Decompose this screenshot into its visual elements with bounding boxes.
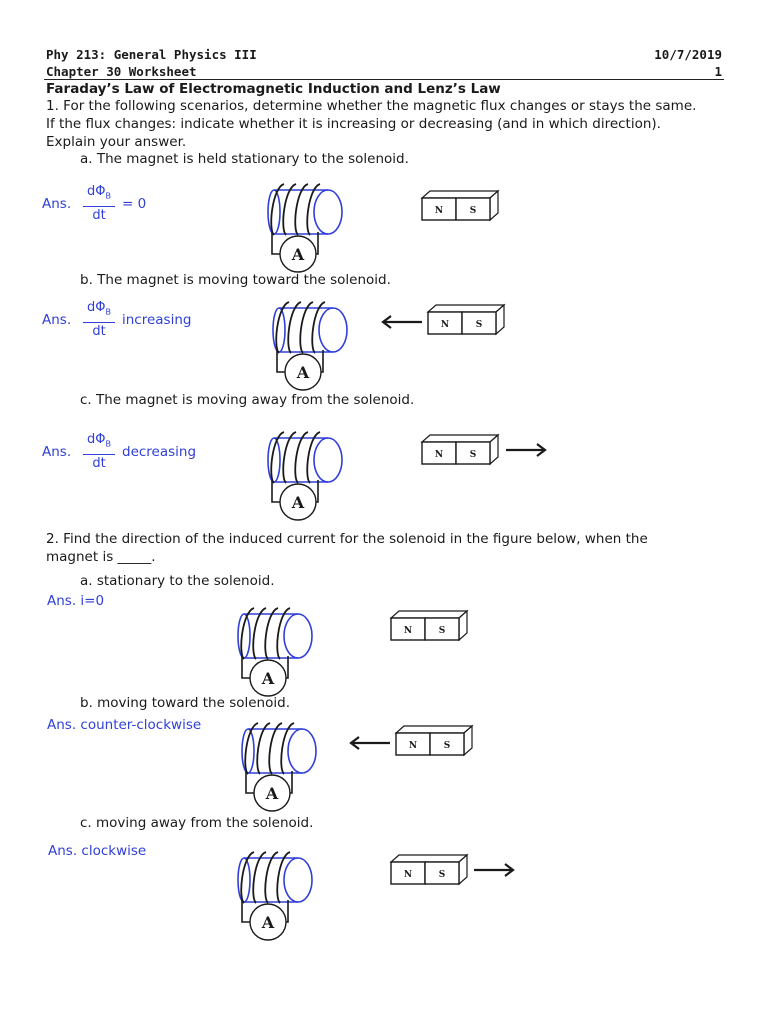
page-number: 1 bbox=[714, 64, 722, 79]
q1-ans-a-value: = 0 bbox=[122, 196, 147, 212]
coil-left-end bbox=[238, 858, 250, 902]
coil-winding bbox=[257, 723, 270, 774]
ammeter-label: A bbox=[291, 245, 305, 264]
date: 10/7/2019 bbox=[654, 47, 722, 62]
left-arrow-icon bbox=[380, 314, 424, 330]
magnet-n-label: N bbox=[434, 450, 444, 460]
q2-line2: magnet is _____. bbox=[46, 549, 156, 565]
q1-ans-a-label: Ans. bbox=[42, 196, 72, 212]
coil-outline bbox=[248, 729, 302, 773]
magnet-figure-2c bbox=[387, 854, 477, 890]
coil-left-end bbox=[238, 614, 250, 658]
coil-winding bbox=[253, 852, 266, 903]
coil-right-end bbox=[288, 729, 316, 773]
q2-part-b: b. moving toward the solenoid. bbox=[80, 695, 290, 711]
q1-part-b: b. The magnet is moving toward the solenoid. bbox=[80, 272, 391, 288]
magnet-n-label: N bbox=[440, 320, 450, 330]
q1-line2: If the flux changes: indicate whether it is increasing or decreasing (and in which direction). bbox=[46, 116, 661, 132]
q1-part-c: c. The magnet is moving away from the solenoid. bbox=[80, 392, 415, 408]
flux-derivative-c: $d\Phi_B$ dt bbox=[83, 432, 115, 472]
coil-winding bbox=[253, 608, 266, 659]
coil-winding bbox=[265, 608, 278, 659]
q2-part-a: a. stationary to the solenoid. bbox=[80, 573, 275, 589]
magnet-s-label: S bbox=[443, 741, 451, 751]
q1-part-a: a. The magnet is held stationary to the solenoid. bbox=[80, 151, 409, 167]
q1-ans-c-label: Ans. bbox=[42, 444, 72, 460]
magnet-n-label: N bbox=[434, 206, 444, 216]
magnet-s-label: S bbox=[475, 320, 483, 330]
solenoid-figure-2b bbox=[224, 719, 344, 815]
q1-ans-b-value: increasing bbox=[122, 312, 192, 328]
magnet-n-label: N bbox=[403, 870, 413, 880]
coil-right-end bbox=[284, 858, 312, 902]
magnet-figure-1a bbox=[418, 190, 508, 226]
ammeter-label: A bbox=[261, 913, 275, 932]
coil-right-end bbox=[319, 308, 347, 352]
solenoid-figure-1a bbox=[250, 180, 370, 276]
coil-left-end bbox=[268, 438, 280, 482]
coil-right-end bbox=[314, 438, 342, 482]
q2-ans-b: Ans. counter-clockwise bbox=[47, 717, 202, 733]
solenoid-figure-1c bbox=[250, 428, 370, 524]
coil-winding bbox=[295, 432, 308, 483]
right-arrow-icon bbox=[472, 862, 516, 878]
magnet-figure-1b bbox=[424, 304, 514, 340]
worksheet-title: Chapter 30 Worksheet bbox=[46, 64, 197, 79]
q1-ans-c-value: decreasing bbox=[122, 444, 197, 460]
coil-outline bbox=[274, 190, 328, 234]
coil-winding bbox=[288, 302, 301, 353]
q2-part-c: c. moving away from the solenoid. bbox=[80, 815, 314, 831]
q2-ans-c: Ans. clockwise bbox=[48, 843, 147, 859]
coil-right-end bbox=[284, 614, 312, 658]
magnet-top-face bbox=[422, 191, 498, 198]
magnet-figure-1c bbox=[418, 434, 508, 470]
flux-derivative-a: $d\Phi_B$ dt bbox=[83, 184, 115, 224]
header-rule bbox=[44, 79, 724, 80]
magnet-s-label: S bbox=[438, 870, 446, 880]
magnet-top-face bbox=[396, 726, 472, 733]
q1-ans-b-label: Ans. bbox=[42, 312, 72, 328]
ammeter-label: A bbox=[261, 669, 275, 688]
solenoid-figure-2a bbox=[220, 604, 340, 700]
magnet-s-label: S bbox=[469, 450, 477, 460]
coil-winding bbox=[269, 723, 282, 774]
coil-left-end bbox=[268, 190, 280, 234]
magnet-top-face bbox=[422, 435, 498, 442]
coil-left-end bbox=[242, 729, 254, 773]
coil-winding bbox=[265, 852, 278, 903]
coil-left-end bbox=[273, 308, 285, 352]
magnet-s-label: S bbox=[438, 626, 446, 636]
flux-derivative-b: $d\Phi_B$ dt bbox=[83, 300, 115, 340]
magnet-top-face bbox=[391, 855, 467, 862]
q1-line1: 1. For the following scenarios, determine whether the magnetic flux changes or stays the same. bbox=[46, 98, 697, 114]
magnet-top-face bbox=[391, 611, 467, 618]
solenoid-figure-1b bbox=[255, 298, 375, 394]
coil-outline bbox=[244, 614, 298, 658]
coil-winding bbox=[300, 302, 313, 353]
coil-winding bbox=[283, 432, 296, 483]
coil-winding bbox=[295, 184, 308, 235]
right-arrow-icon bbox=[504, 442, 548, 458]
ammeter-label: A bbox=[291, 493, 305, 512]
magnet-figure-2a bbox=[387, 610, 477, 646]
magnet-s-label: S bbox=[469, 206, 477, 216]
solenoid-figure-2c bbox=[220, 848, 340, 944]
coil-outline bbox=[244, 858, 298, 902]
magnet-figure-2b bbox=[392, 725, 482, 761]
magnet-n-label: N bbox=[408, 741, 418, 751]
coil-winding bbox=[283, 184, 296, 235]
q2-ans-a: Ans. i=0 bbox=[47, 593, 105, 609]
page-title: Faraday’s Law of Electromagnetic Induction and Lenz’s Law bbox=[46, 81, 501, 97]
left-arrow-icon bbox=[348, 735, 392, 751]
course-title: Phy 213: General Physics III bbox=[46, 47, 257, 62]
coil-outline bbox=[279, 308, 333, 352]
q2-line1: 2. Find the direction of the induced current for the solenoid in the figure below, when the bbox=[46, 531, 648, 547]
ammeter-label: A bbox=[265, 784, 279, 803]
ammeter-label: A bbox=[296, 363, 310, 382]
magnet-n-label: N bbox=[403, 626, 413, 636]
coil-outline bbox=[274, 438, 328, 482]
magnet-top-face bbox=[428, 305, 504, 312]
coil-right-end bbox=[314, 190, 342, 234]
q1-line3: Explain your answer. bbox=[46, 134, 187, 150]
